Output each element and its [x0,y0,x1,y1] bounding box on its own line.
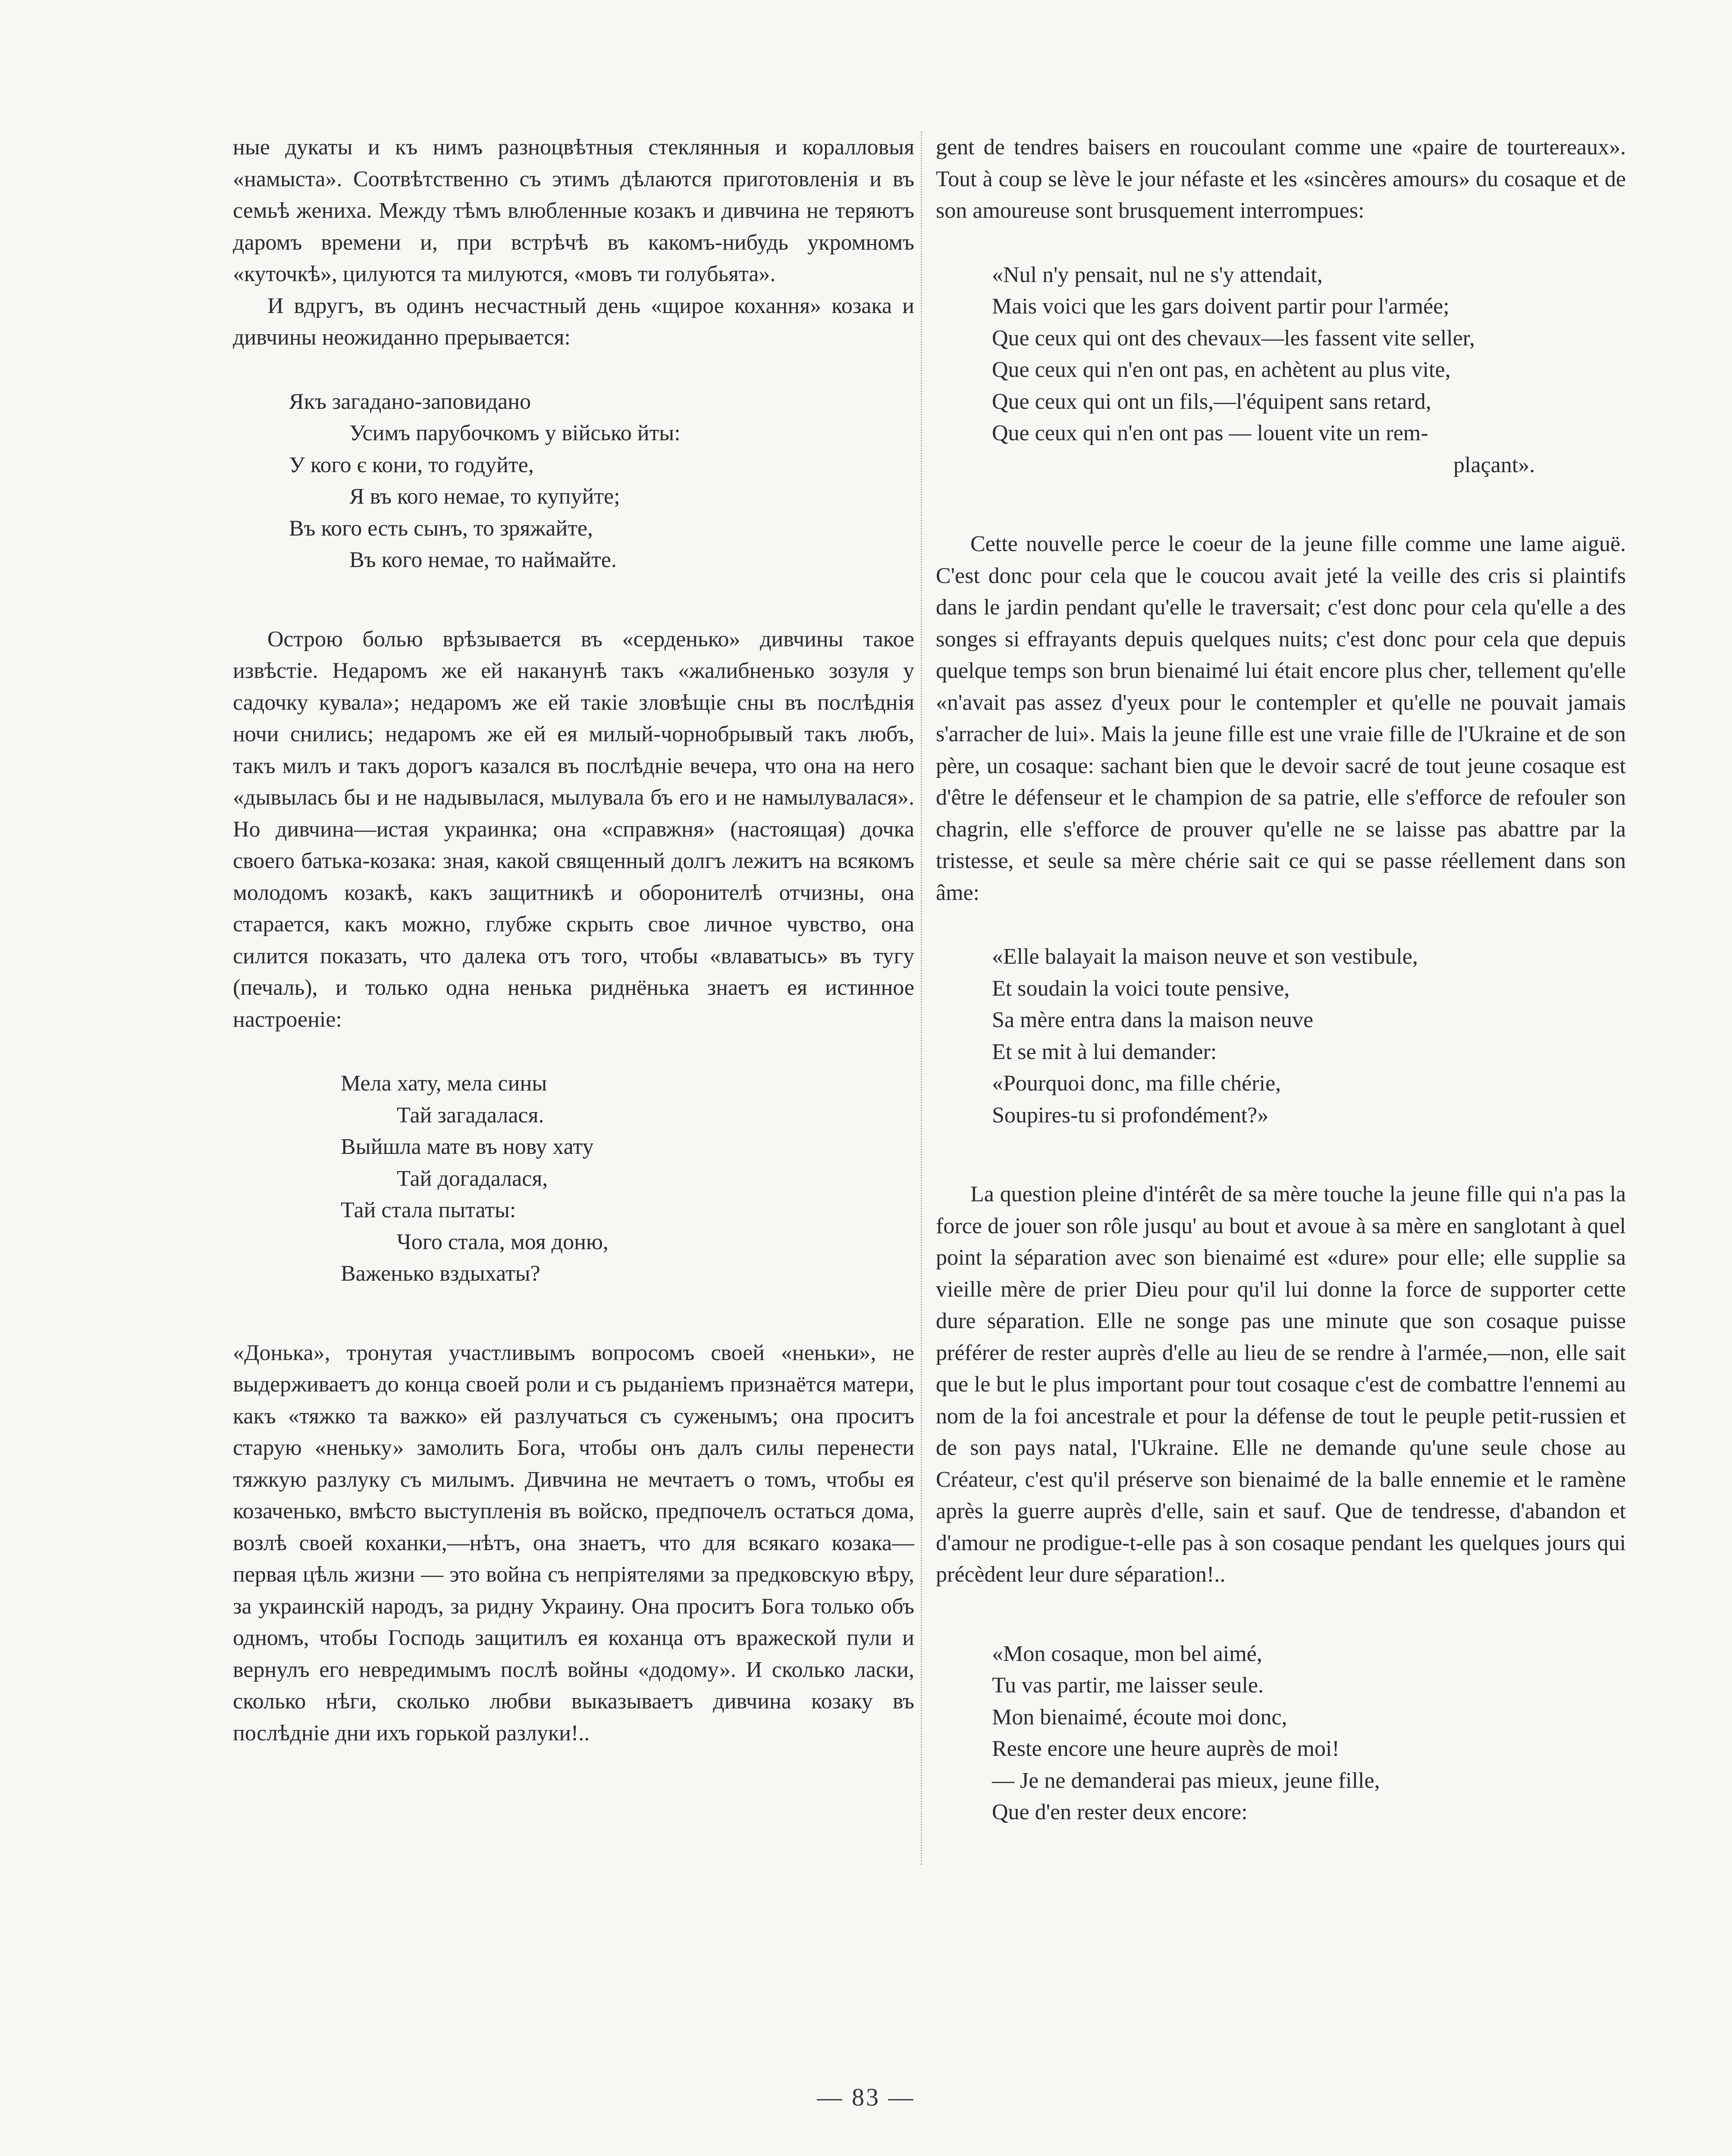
verse-line: Усимъ парубочкомъ у військо йты: [349,421,681,445]
verse-line: Я въ кого немае, то купуйте; [349,484,620,509]
left-verse-1 [233,386,914,576]
right-paragraph-2: Cette nouvelle perce le coeur de la jeune fille comme une lame aiguë. C'est donc pour cela que le coucou avait jeté la veille des cris si plaintifs dans le jardin pendant qu'elle le traversait; c'est donc pour cela qu'elle a des songes si effrayants depuis quelques nuits; c'est donc pour cela que depuis quelque temps son brun bienaimé lui était encore plus cher, tellement qu'elle «n'avait pas assez d'yeux pour le contempler et qu'elle ne pouvait jamais s'arracher de lui». Mais la jeune fille est une vraie fille de l'Ukraine et de son père, un cosaque: sachant bien que le devoir sacré de tout jeune cosaque est d'être le défenseur et le champion de sa patrie, elle s'efforce de refouler son chagrin, elle s'efforce de prouver qu'elle ne se laisse pas abattre par la tristesse, et seule sa mère chérie sait ce qui se passe réellement dans son âme: [936,532,1626,905]
verse-line: Tu vas partir, me laisser seule. [992,1673,1264,1698]
right-column-french [936,132,1626,1828]
verse-line: Et soudain la voici toute pensive, [992,976,1290,1001]
verse-line: Sa mère entra dans la maison neuve [992,1008,1314,1032]
verse-line: Якъ загадано-заповидано [289,389,531,414]
right-verse-3 [936,1638,1626,1828]
verse-line: plaçant». [1453,452,1535,477]
verse-line: Mais voici que les gars doivent partir pour l'armée; [992,294,1450,319]
page-number: — 83 — [817,2083,915,2111]
verse-line: Soupires-tu si profondément?» [992,1103,1269,1128]
verse-line: Тай стала пытаты: [341,1198,516,1222]
verse-line: Мела хату, мела сины [341,1071,547,1096]
verse-line: Reste encore une heure auprès de moi! [992,1736,1340,1761]
verse-line: Въ кого есть сынъ, то зряжайте, [289,516,593,541]
verse-line: Que ceux qui n'en ont pas, en achètent au plus vite, [992,357,1451,382]
right-verse-1 [936,259,1626,481]
verse-line: «Pourquoi donc, ma fille chérie, [992,1071,1281,1096]
right-paragraph-1: gent de tendres baisers en roucoulant comme une «paire de tourtereaux». Tout à coup se lève le jour néfaste et les «sincères amours» du cosaque et de son amoureuse sont brusquement interrompues: [936,135,1626,223]
verse-line: Важенько вздыхаты? [341,1261,540,1286]
verse-line: Выйшла мате въ нову хату [341,1134,594,1159]
right-paragraph-3: La question pleine d'intérêt de sa mère touche la jeune fille qui n'a pas la force de jouer son rôle jusqu' au bout et avoue à sa mère en sanglotant à quel point la séparation avec son bienaimé est «dure» pour elle; elle supplie sa vieille mère de prier Dieu pour qu'il lui donne la force de supporter cette dure séparation. Elle ne songe pas une minute que son cosaque puisse préférer de rester auprès d'elle au lieu de se rendre à l'armée,—non, elle sait que le but le plus important pour tout cosaque c'est de combattre l'ennemi au nom de la foi ancestrale et pour la défense de tout le peuple petit-russien et de son pays natal, l'Ukraine. Elle ne demande qu'une seule chose au Créateur, c'est qu'il préserve son bienaimé de la balle ennemie et le ramène après la guerre auprès d'elle, sain et sauf. Que de tendresse, d'abandon et d'amour ne prodigue-t-elle pas à son cosaque pendant les quelques jours qui précèdent leur dure séparation!.. [936,1182,1626,1587]
verse-line: Que ceux qui n'en ont pas — louent vite un rem- [992,421,1428,445]
column-divider [921,132,923,1865]
verse-line: — Je ne demanderai pas mieux, jeune fille, [992,1768,1380,1793]
verse-line: Въ кого немае, то наймайте. [349,548,617,572]
verse-line: Тай догадалася, [397,1166,548,1191]
left-paragraph-2: И вдругъ, въ одинъ несчастный день «щирое кохання» козака и дивчины неожиданно прерывается: [233,293,914,350]
left-column-russian [233,132,914,1749]
verse-line: Que d'en rester deux encore: [992,1800,1248,1824]
verse-line: Mon bienaimé, écoute moi donc, [992,1705,1287,1730]
verse-line: Que ceux qui ont des chevaux—les fassent vite seller, [992,326,1475,351]
verse-line: Чого стала, моя доню, [397,1229,609,1254]
verse-line: Тай загадалася. [397,1103,544,1128]
verse-line: Que ceux qui ont un fils,—l'équipent sans retard, [992,389,1431,414]
verse-line: У кого є кони, то годуйте, [289,452,534,477]
left-paragraph-3: Острою болью врѣзывается въ «серденько» дивчины такое извѣстіе. Недаромъ же ей наканунѣ такъ «жалибненько зозуля у садочку кувала»; недаромъ же ей такіе зловѣщіе сны въ послѣднія ночи снились; недаромъ же ей ея милый-чорнобрывый такъ любъ, такъ милъ и такъ дорогъ казался въ послѣдніе вечера, что она на него «дывылась бы и не надывылася, мылувала бъ его и не намылувалася». Но дивчина—истая украинка; она «справжня» (настоящая) дочка своего батька-козака: зная, какой священный долгъ лежитъ на всякомъ молодомъ козакѣ, какъ защитникѣ и оборонителѣ отчизны, она старается, какъ можно, глубже скрыть свое личное чувство, она силится показать, что далека отъ того, чтобы «влаватысь» въ тугу (печаль), и только одна ненька риднёнька знаетъ ея истинное настроеніе: [233,627,914,1032]
verse-line: «Mon cosaque, mon bel aimé, [992,1641,1262,1666]
verse-line: «Elle balayait la maison neuve et son vestibule, [992,944,1418,969]
left-verse-2 [233,1068,914,1290]
verse-line: Et se mit à lui demander: [992,1039,1217,1064]
left-paragraph-4: «Донька», тронутая участливымъ вопросомъ своей «неньки», не выдерживаетъ до конца своей роли и съ рыданіемъ признаётся матери, какъ «тяжко та важко» ей разлучаться съ суженымъ; она проситъ старую «неньку» замолить Бога, чтобы онъ далъ силы перенести тяжкую разлуку съ милымъ. Дивчина не мечтаетъ о томъ, чтобы ея козаченько, вмѣсто выступленія въ войско, предпочелъ остаться дома, возлѣ своей коханки,—нѣтъ, она знаетъ, что для всякаго козака—первая цѣль жизни — это война съ непріятелями за предковскую вѣру, за украинскій народъ, за ридну Украину. Она проситъ Бога только объ одномъ, чтобы Господь защитилъ ея коханца отъ вражеской пули и вернулъ его невредимымъ послѣ войны «додому». И сколько ласки, сколько нѣги, сколько любви выказываетъ дивчина козаку въ послѣдніе дни ихъ горькой разлуки!.. [233,1340,914,1745]
verse-line: «Nul n'y pensait, nul ne s'y attendait, [992,262,1323,287]
right-verse-2 [936,941,1626,1131]
left-paragraph-1: ные дукаты и къ нимъ разноцвѣтныя стеклянныя и коралловыя «намыста». Соотвѣтственно съ этимъ дѣлаются приготовленія и въ семьѣ жениха. Между тѣмъ влюбленные козакъ и дивчина не теряютъ даромъ времени и, при встрѣчѣ въ какомъ-нибудь укромномъ «куточкѣ», цилуются та милуются, «мовъ ти голубьята». [233,135,914,286]
